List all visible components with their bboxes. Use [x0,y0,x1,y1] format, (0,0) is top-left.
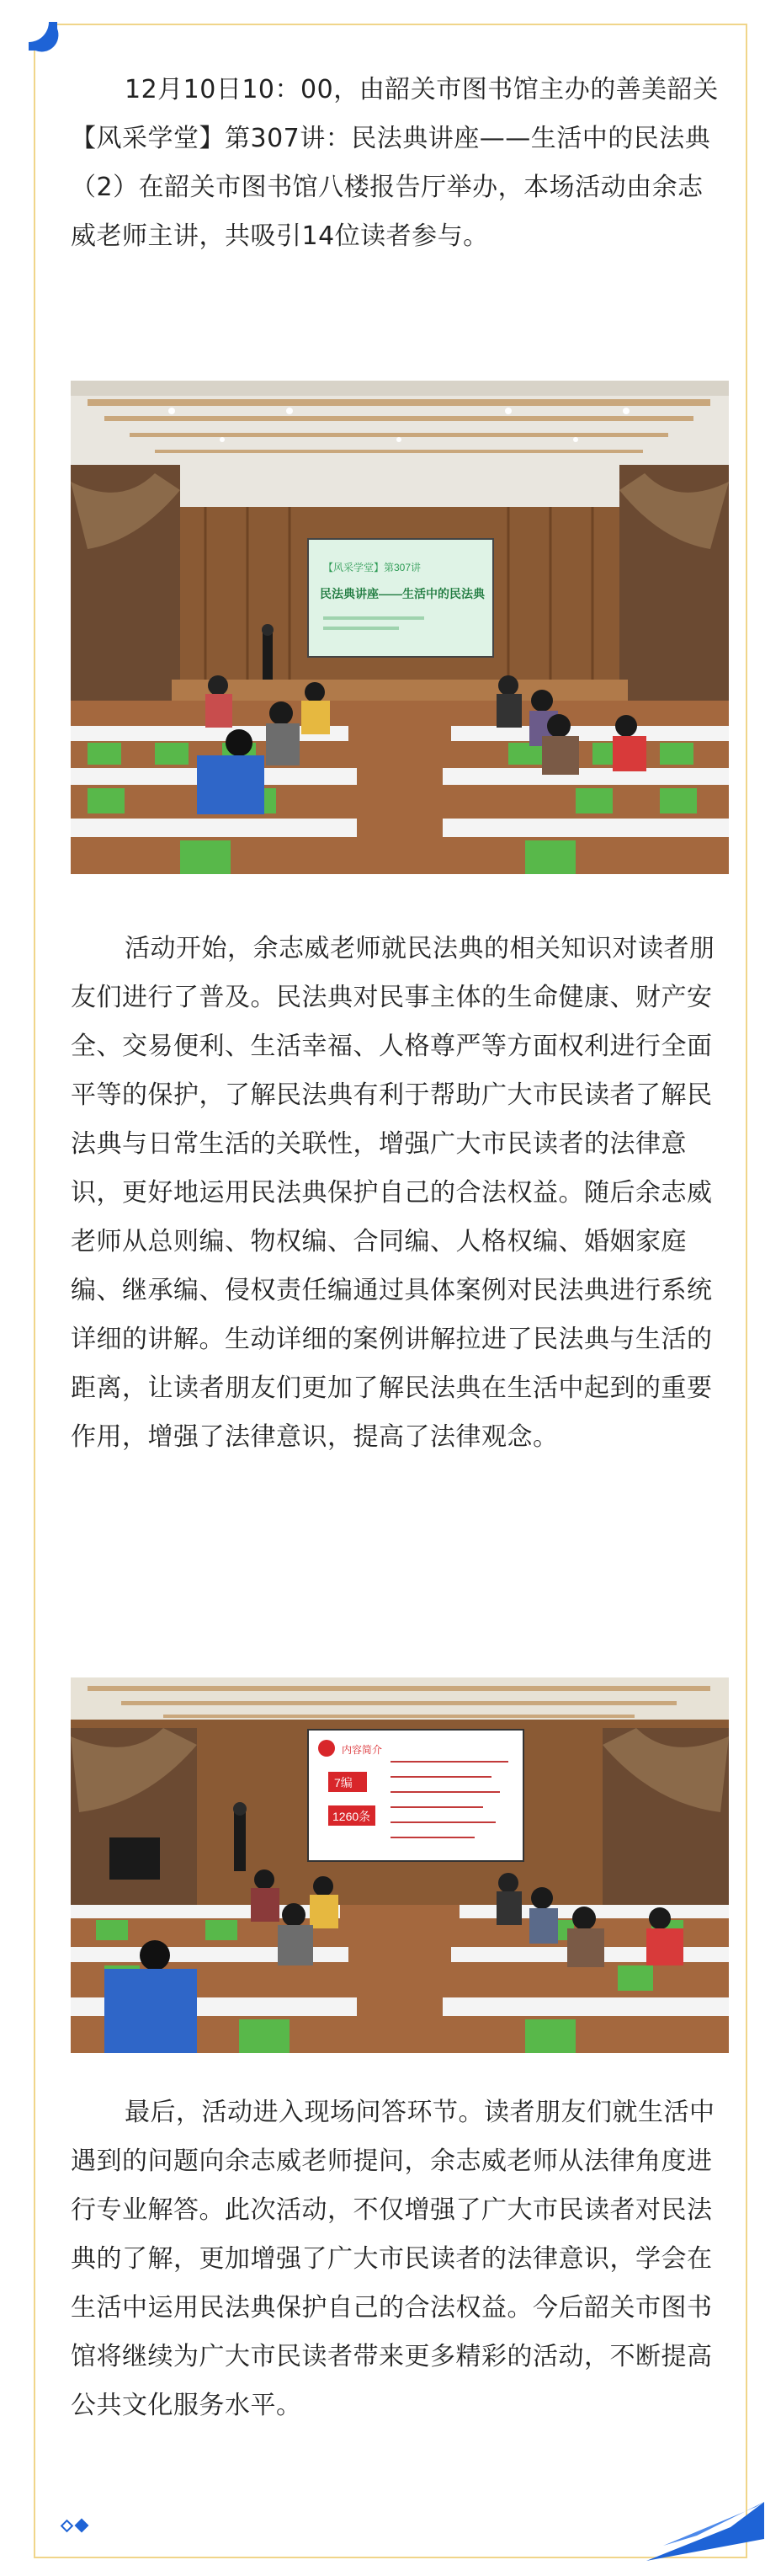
article-paragraph-1: 12月10日10：00，由韶关市图书馆主办的善美韶关【风采学堂】第307讲：民法典讲座——生活中的民法典（2）在韶关市图书馆八楼报告厅举办，本场活动由余志威老师主讲，共吸引14位读者参与。 [71,75,719,251]
slide-item-2: 1260条 [332,1810,371,1823]
event-photo-lecture-hall [71,381,729,874]
diamond-outline-icon [61,2519,74,2532]
article-paragraph-2: 活动开始，余志威老师就民法典的相关知识对读者朋友们进行了普及。民法典对民事主体的生命健康、财产安全、交易便利、生活幸福、人格尊严等方面权利进行全面平等的保护，了解民法典有利于帮助广大市民读者了解民法典与日常生活的关联性，增强广大市民读者的法律意识，更好地运用民法典保护自己的合法权益。随后余志威老师从总则编、物权编、合同编、人格权编、婚姻家庭编、继承编、侵权责任编通过具体案例对民法典进行系统详细的讲解。生动详细的案例讲解拉进了民法典与生活的距离，让读者朋友们更加了解民法典在生活中起到的重要作用，增强了法律意识，提高了法律观念。 [71,934,715,1452]
footer-diamonds [62,2516,87,2535]
diamond-solid-icon [75,2519,89,2533]
corner-stripe-ornament [630,2502,764,2561]
corner-ornament [24,17,62,56]
screen-line-2: 民法典讲座——生活中的民法典 [320,587,485,600]
slide-heading: 内容简介 [342,1744,383,1756]
slide-item-1: 7编 [334,1776,353,1789]
article-paragraph-3: 最后，活动进入现场问答环节。读者朋友们就生活中遇到的问题向余志威老师提问，余志威老师从法律角度进行专业解答。此次活动，不仅增强了广大市民读者对民法典的了解，更加增强了广大市民读者的法律意识，学会在生活中运用民法典保护自己的合法权益。今后韶关市图书馆将继续为广大市民读者带来更多精彩的活动，不断提高公共文化服务水平。 [71,2098,715,2420]
screen-line-1: 【风采学堂】第307讲 [323,562,422,573]
event-photo-lecture-slides [71,1677,729,2053]
